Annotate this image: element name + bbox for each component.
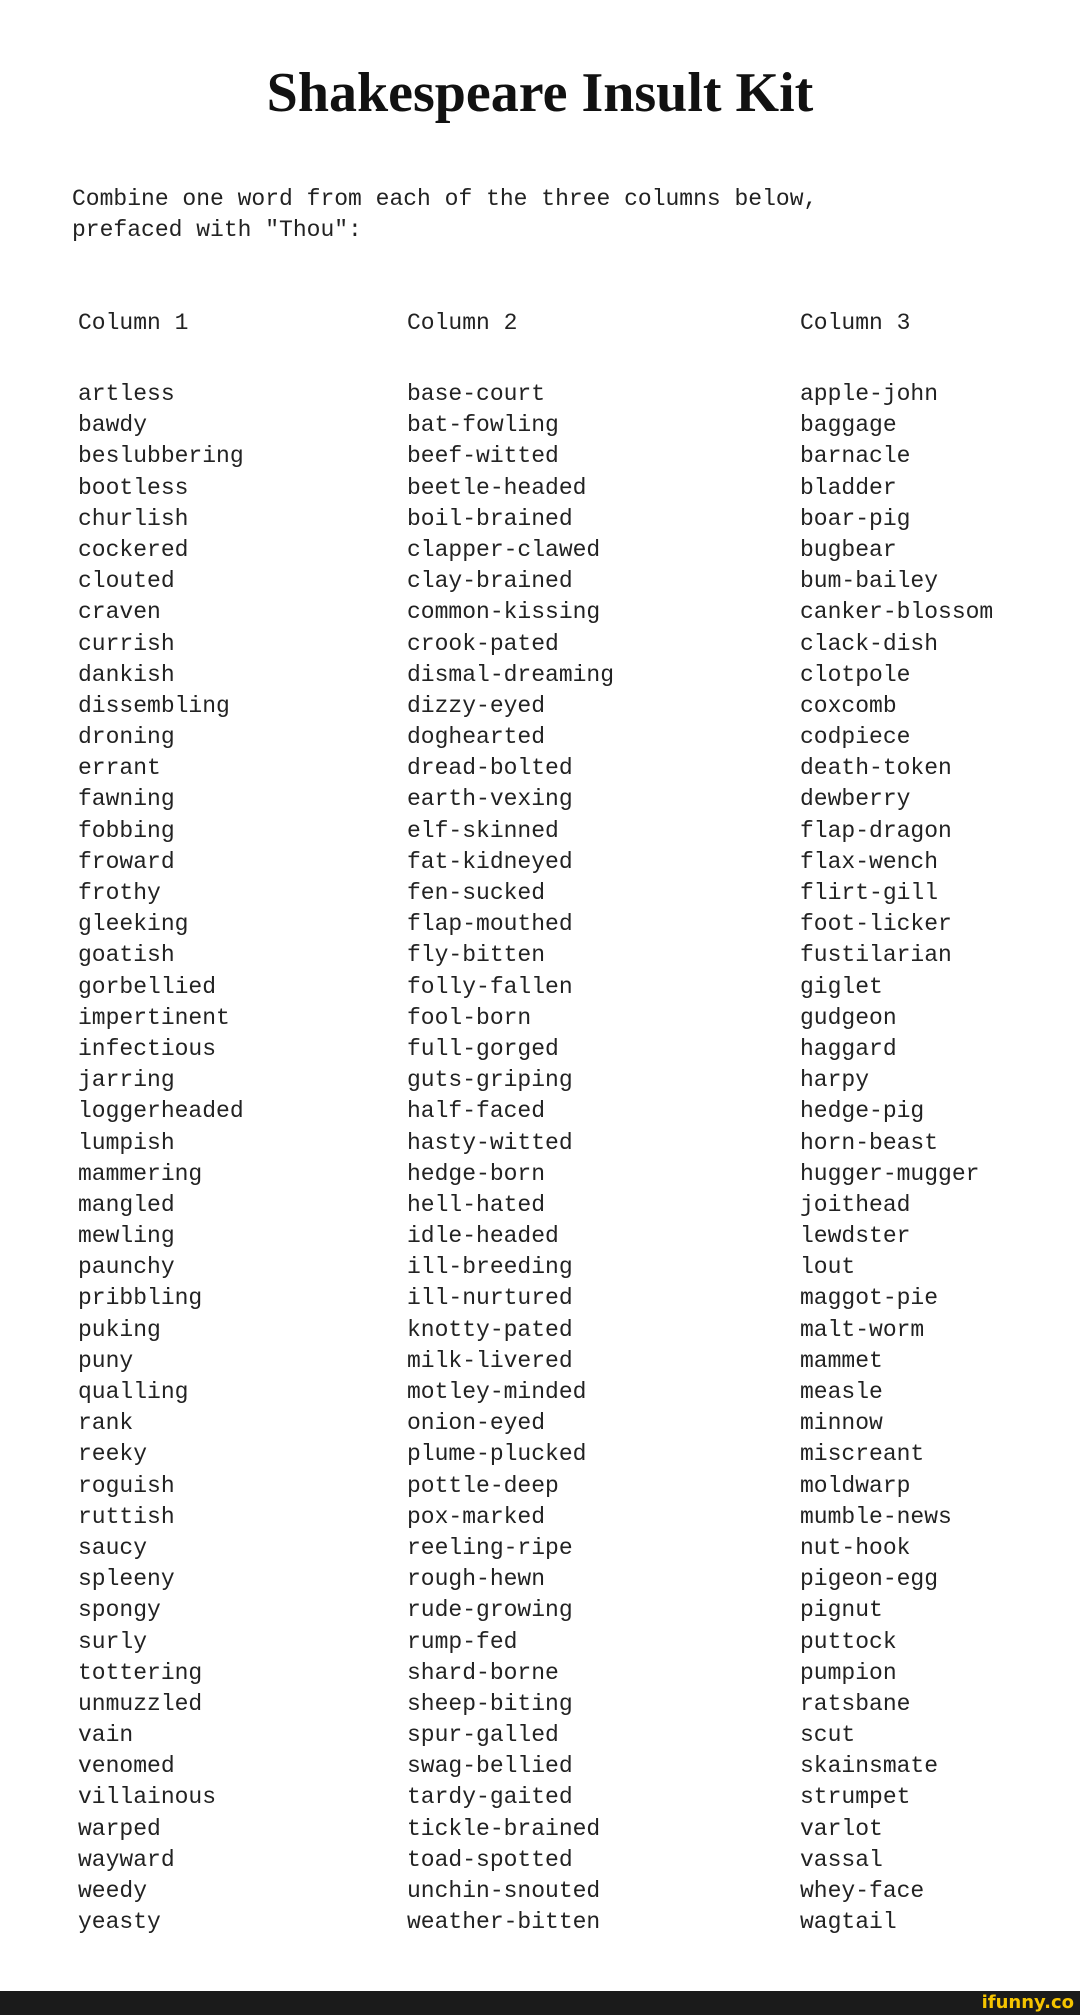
column-2-word: unchin-snouted [407, 1878, 601, 1904]
column-3-word-list [800, 379, 993, 1938]
column-3-word: whey-face [800, 1878, 925, 1904]
column-2-word: doghearted [407, 724, 546, 751]
column-3-word: bugbear [800, 536, 897, 563]
column-3-word: fustilarian [800, 942, 952, 969]
column-3-word: lewdster [800, 1223, 911, 1250]
column-1-word: weedy [78, 1878, 148, 1904]
column-2-word: toad-spotted [407, 1846, 573, 1873]
column-2-word: ill-breeding [407, 1254, 573, 1281]
column-3-word: mumble-news [800, 1503, 952, 1530]
column-3-word: ratsbane [800, 1690, 911, 1717]
column-1-word: tottering [78, 1659, 203, 1686]
column-1-word: warped [78, 1815, 161, 1842]
column-1-word: unmuzzled [78, 1690, 203, 1717]
column-1-word: reeky [78, 1441, 148, 1468]
ifunny-watermark-logo: ifunny.co [981, 1992, 1074, 2013]
column-1-word: mammering [78, 1160, 203, 1187]
column-1-word: clouted [78, 568, 175, 595]
column-1-word: currish [78, 630, 175, 657]
column-1-word: dankish [78, 661, 175, 688]
footer-bar [0, 1991, 1080, 2015]
column-3-word: hugger-mugger [800, 1160, 980, 1187]
instructions-line-2: prefaced with "Thou": [72, 217, 362, 243]
column-2-word: hell-hated [407, 1191, 546, 1218]
column-3-word: codpiece [800, 724, 911, 751]
page-title: Shakespeare Insult Kit [266, 62, 814, 124]
column-2-word: guts-griping [407, 1067, 573, 1094]
column-1-word: craven [78, 599, 161, 626]
column-2-word: plume-plucked [407, 1441, 587, 1468]
column-2-word: fly-bitten [407, 942, 546, 969]
column-3-word: harpy [800, 1067, 870, 1094]
column-1-word: fobbing [78, 817, 175, 844]
column-1-header: Column 1 [78, 310, 189, 336]
column-1-word: yeasty [78, 1909, 161, 1936]
column-3-word: hedge-pig [800, 1098, 925, 1125]
column-2-word: spur-galled [407, 1722, 559, 1749]
column-2-word: boil-brained [407, 505, 573, 532]
column-3-header: Column 3 [800, 310, 911, 336]
column-2-word: folly-fallen [407, 973, 573, 1000]
column-1-word: mangled [78, 1191, 175, 1218]
column-3-word: death-token [800, 755, 952, 782]
column-1-word: puny [78, 1347, 134, 1374]
column-2-word: ill-nurtured [407, 1285, 573, 1312]
column-2-word: clay-brained [407, 568, 573, 595]
column-3-word: flax-wench [800, 848, 939, 875]
column-1-word: artless [78, 381, 175, 407]
column-3-word: haggard [800, 1035, 897, 1062]
column-3-word: malt-worm [800, 1316, 925, 1343]
instructions [72, 184, 1032, 246]
column-2-word: hasty-witted [407, 1129, 573, 1156]
column-1-word: spleeny [78, 1566, 175, 1593]
column-3-word: scut [800, 1722, 856, 1749]
column-2-word: milk-livered [407, 1347, 573, 1374]
column-1-word: goatish [78, 942, 175, 969]
column-1-word: pribbling [78, 1285, 203, 1312]
column-1-word: cockered [78, 536, 189, 563]
column-1-word: paunchy [78, 1254, 175, 1281]
column-3-word: bladder [800, 474, 897, 501]
column-2-word: flap-mouthed [407, 911, 573, 938]
column-2-word: rump-fed [407, 1628, 518, 1655]
column-3-word: maggot-pie [800, 1285, 939, 1312]
column-2-word: knotty-pated [407, 1316, 573, 1343]
column-3-word: lout [800, 1254, 856, 1281]
column-3-word: puttock [800, 1628, 897, 1655]
column-3-word: nut-hook [800, 1534, 911, 1561]
column-2-word: pottle-deep [407, 1472, 559, 1499]
column-1-word: bootless [78, 474, 189, 501]
column-1-word: wayward [78, 1846, 175, 1873]
column-3 [800, 308, 993, 1938]
column-1-word: surly [78, 1628, 148, 1655]
column-1-word: dissembling [78, 692, 230, 719]
column-2-word: tickle-brained [407, 1815, 601, 1842]
column-1-word: infectious [78, 1035, 217, 1062]
column-2-header: Column 2 [407, 310, 518, 336]
column-1-word: churlish [78, 505, 189, 532]
column-1-word: errant [78, 755, 161, 782]
column-3-word: strumpet [800, 1784, 911, 1811]
column-2-word: clapper-clawed [407, 536, 601, 563]
column-2-word: fat-kidneyed [407, 848, 573, 875]
column-1-word: puking [78, 1316, 161, 1343]
column-3-word: pigeon-egg [800, 1566, 939, 1593]
column-2-word: beef-witted [407, 443, 559, 470]
column-1 [78, 308, 244, 1938]
column-3-word: foot-licker [800, 911, 952, 938]
column-1-word: beslubbering [78, 443, 244, 470]
column-1-word: qualling [78, 1379, 189, 1405]
column-1-word: droning [78, 724, 175, 751]
column-2-word: earth-vexing [407, 786, 573, 813]
column-3-word: barnacle [800, 443, 911, 470]
column-3-word: coxcomb [800, 692, 897, 719]
column-1-word-list [78, 379, 244, 1938]
column-3-word: clotpole [800, 661, 911, 688]
column-2-word: dread-bolted [407, 755, 573, 782]
column-1-word: fawning [78, 786, 175, 813]
column-2-word: half-faced [407, 1098, 546, 1125]
column-3-word: horn-beast [800, 1129, 939, 1156]
column-3-word: giglet [800, 973, 883, 1000]
column-3-word: apple-john [800, 381, 939, 407]
column-1-word: ruttish [78, 1503, 175, 1530]
column-2-word: motley-minded [407, 1379, 587, 1405]
column-3-word: joithead [800, 1191, 911, 1218]
column-2-word: beetle-headed [407, 474, 587, 501]
column-1-word: impertinent [78, 1004, 230, 1031]
column-3-word: flirt-gill [800, 880, 939, 906]
column-3-word: bum-bailey [800, 568, 939, 595]
column-1-word: froward [78, 848, 175, 875]
column-1-word: lumpish [78, 1129, 175, 1156]
column-1-word: gorbellied [78, 973, 217, 1000]
column-3-word: varlot [800, 1815, 883, 1842]
column-1-word: venomed [78, 1753, 175, 1780]
column-3-word: flap-dragon [800, 817, 952, 844]
column-2-word: rough-hewn [407, 1566, 546, 1593]
column-2-word: dizzy-eyed [407, 692, 546, 719]
column-3-word: wagtail [800, 1909, 897, 1936]
column-3-word: minnow [800, 1410, 883, 1437]
column-3-word: boar-pig [800, 505, 911, 532]
column-2-word: full-gorged [407, 1035, 559, 1062]
column-2-word: reeling-ripe [407, 1534, 573, 1561]
column-3-word: pignut [800, 1597, 883, 1624]
column-2-word: sheep-biting [407, 1690, 573, 1717]
column-2-word-list [407, 379, 614, 1938]
column-2-word: crook-pated [407, 630, 559, 657]
column-3-word: clack-dish [800, 630, 939, 657]
column-1-word: jarring [78, 1067, 175, 1094]
column-2-word: bat-fowling [407, 412, 559, 439]
column-3-word: skainsmate [800, 1753, 939, 1780]
column-3-word: baggage [800, 412, 897, 439]
column-2-word: fool-born [407, 1004, 532, 1031]
column-2-word: fen-sucked [407, 880, 546, 906]
column-2-word: hedge-born [407, 1160, 546, 1187]
column-3-word: gudgeon [800, 1004, 897, 1031]
column-1-word: frothy [78, 880, 161, 906]
column-2-word: base-court [407, 381, 546, 407]
column-3-word: moldwarp [800, 1472, 911, 1499]
column-1-word: saucy [78, 1534, 148, 1561]
column-3-word: mammet [800, 1347, 883, 1374]
column-2-word: dismal-dreaming [407, 661, 615, 688]
column-2-word: weather-bitten [407, 1909, 601, 1936]
column-1-word: vain [78, 1722, 134, 1749]
column-1-word: mewling [78, 1223, 175, 1250]
column-1-word: gleeking [78, 911, 189, 938]
column-1-word: rank [78, 1410, 134, 1437]
column-2-word: onion-eyed [407, 1410, 546, 1437]
column-2-word: tardy-gaited [407, 1784, 573, 1811]
column-1-word: loggerheaded [78, 1098, 244, 1125]
column-3-word: miscreant [800, 1441, 925, 1468]
column-2 [407, 308, 614, 1938]
column-1-word: spongy [78, 1597, 161, 1624]
column-2-word: rude-growing [407, 1597, 573, 1624]
column-2-word: swag-bellied [407, 1753, 573, 1780]
column-3-word: measle [800, 1379, 883, 1405]
column-1-word: roguish [78, 1472, 175, 1499]
column-2-word: elf-skinned [407, 817, 559, 844]
column-3-word: vassal [800, 1846, 883, 1873]
column-3-word: dewberry [800, 786, 911, 813]
column-2-word: shard-borne [407, 1659, 559, 1686]
column-1-word: bawdy [78, 412, 148, 439]
column-2-word: pox-marked [407, 1503, 546, 1530]
column-1-word: villainous [78, 1784, 217, 1811]
instructions-line-1: Combine one word from each of the three columns below, [72, 186, 818, 212]
column-3-word: canker-blossom [800, 599, 994, 626]
column-2-word: idle-headed [407, 1223, 559, 1250]
column-3-word: pumpion [800, 1659, 897, 1686]
column-2-word: common-kissing [407, 599, 601, 626]
